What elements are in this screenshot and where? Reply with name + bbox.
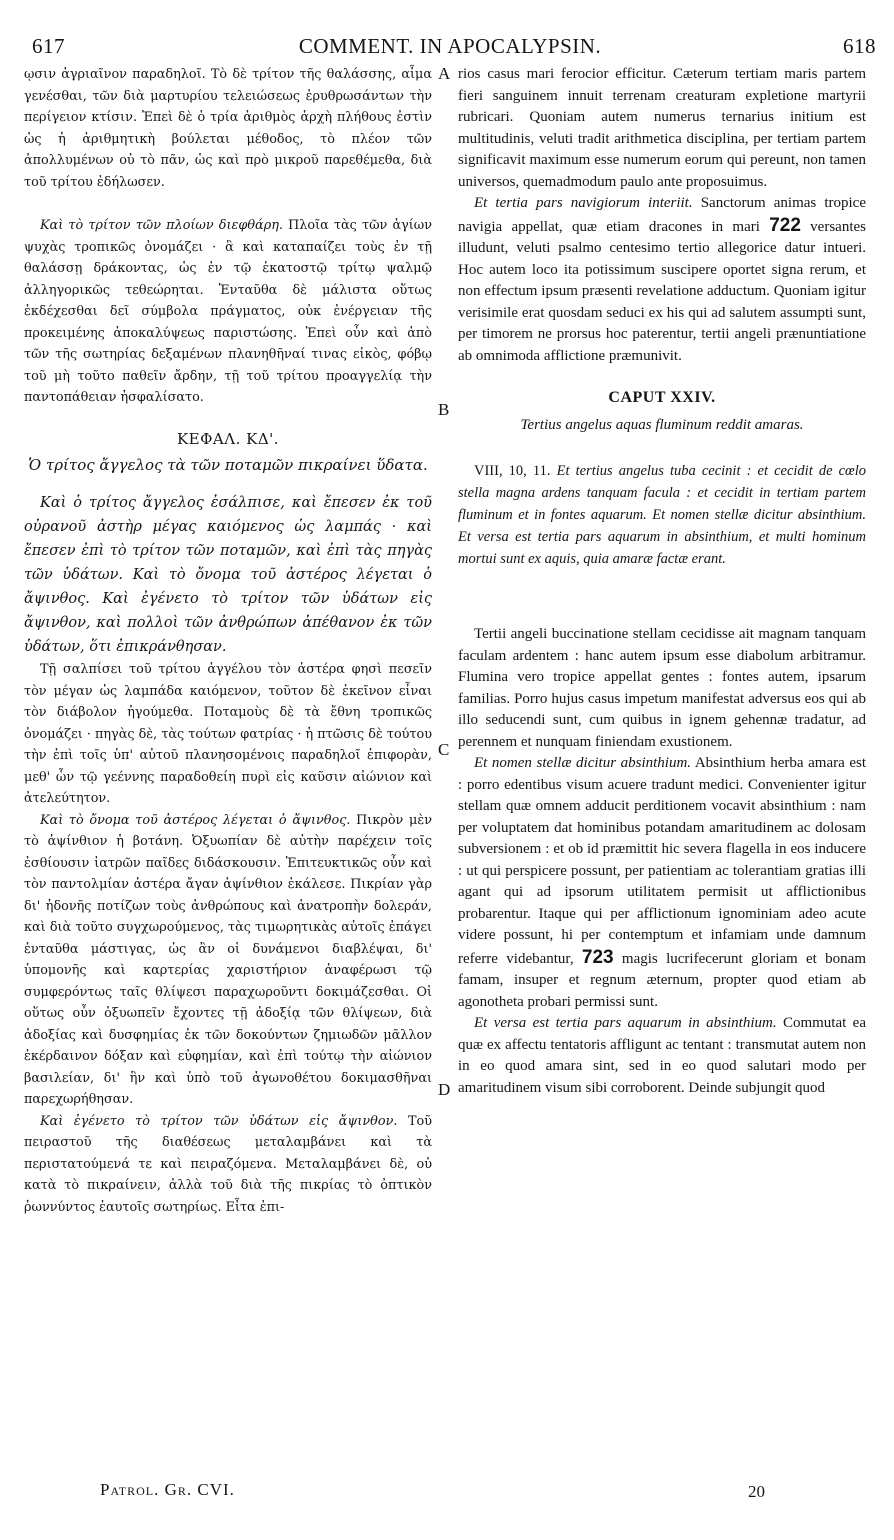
latin-column [458,64,866,1099]
page-number-left: 617 [32,34,65,58]
greek-chapter-subtitle: Ὁ τρίτος ἄγγελος τὰ τῶν ποταμῶν πικραίνει ὕδατα. [28,456,428,474]
latin-paragraph-5-text: Commutat ea quæ ex affectu tentatoris affligunt ac tentant : transmutat autem non in eo quod amara sint, sed in eo quod salutari modo per amaritudinem visum sibi corroborent. Deinde subjungit quod [458,1015,866,1096]
latin-paragraph-2 [458,193,866,367]
running-title: COMMENT. IN APOCALYPSIN. [298,34,602,58]
latin-lemma-ships: Et tertia pars navigiorum interiit. [474,195,693,211]
verse-reference: VIII, 10, 11. [474,463,551,479]
footer-series-label: Patrol. Gr. CVI. [100,1480,235,1499]
latin-chapter-subtitle: Tertius angelus aquas fluminum reddit amaras. [520,416,804,433]
greek-paragraph-2 [24,215,432,409]
latin-paragraph-3: Tertii angeli buccinatione stellam cecidisse ait magnam tanquam faculam ardentem : hanc autem ipsum esse diabolum arbitramur. Flumina vero tropice appellat gentes : fontes autem, ipsarum familias. Porro hujus casus impetum manifestat adversus eos qui ab illo seducendi sunt, cum quibus in ignem gehennæ tradatur, ad perennem et nunquam finiendam exustionem. [458,626,866,750]
greek-column [24,64,432,1218]
section-marker-d: D [438,1080,451,1099]
greek-verse-lemma: Καὶ ὁ τρίτος ἄγγελος ἐσάλπισε, καὶ ἔπεσεν ἐκ τοῦ οὐρανοῦ ἀστὴρ μέγας καιόμενος ὡς λαμπάς · καὶ ἔπεσεν ἐπὶ τὸ τρίτον τῶν ποταμῶν, καὶ ἐπὶ τὰς πηγὰς τῶν ὑδάτων. Καὶ τὸ ὄνομα τοῦ ἀστέρος λέγεται ὁ ἄψινθος. Καὶ ἐγένετο τὸ τρίτον τῶν ὑδάτων εἰς ἄψινθον, καὶ πολλοὶ τῶν ἀνθρώπων ἀπέθανον ἐκ τῶν ὑδάτων, ὅτι ἐπικράνθησαν. [24,495,432,655]
latin-paragraph-1: rios casus mari ferocior efficitur. Cæterum tertiam maris partem fieri sanguinem innuit terrenam creaturam expletione martyrii rubricari. Quoniam autem numerus ternarius initium est multitudinis, veluti tradit arithmetica disciplina, per tertiam partem significavit maximum esse numerum eorum qui pereunt, non tamen universos, quemadmodum paulo ante proposuimus. [458,66,866,190]
latin-lemma-waters: Et versa est tertia pars aquarum in absinthium. [474,1015,777,1031]
latin-paragraph-2-text-b: versantes illudunt, veluti psalmo centesimo tertio allegorice datur intueri. Hoc autem loco ita potissimum suscipere oportet signa rerum, et non effectum ipsum præsenti revelatione adductum. Quoniam igitur verisimile erat quosdam seduci ex his qui ad salutem assumpti sunt, per timorem ne prorsus hoc paterentur, tertii angeli prænuntiatione ab omnimoda afflictione præmunivit. [458,218,866,364]
column-number-722: 722 [769,214,801,236]
latin-paragraph-4-text-b: magis lucrifecerunt gloriam et bonam famam, insuper et regnum æternum, propter quod etiam ab agonotheta probari permissi sunt. [458,950,866,1010]
section-marker-b: B [438,400,450,419]
latin-paragraph-4 [458,753,866,1013]
greek-paragraph-4 [24,810,432,1111]
page-header [24,34,876,64]
column-number-723: 723 [581,946,614,968]
greek-paragraph-2-text: Πλοῖα τὰς τῶν ἁγίων ψυχὰς τροπικῶς ὀνομάζει · ἃ καὶ καταπαίζει τοὺς ἐν τῇ θαλάσσῃ δράκοντας, ὡς ἐν τῷ ἑκατοστῷ τρίτῳ ψαλμῷ ἀλληγορικῶς τεθεώρηται. Ἐνταῦθα δὲ μάλιστα οὕτως ἐκδέχεσθαι δεῖ σύμβολα πράγματος, οὐκ ἐνέργειαν τῆς προκειμένης ἀποκαλύψεως παριστώσης. Ἐπεὶ οὖν καὶ ἀπὸ τῶν τῆς σωτηρίας δεξαμένων πλανηθῆναί τινας εἰκὸς, φόβῳ τοῦ μὴ τοῦτο παθεῖν ἄρδην, τῇ τοῦ τρίτου προαγγελίᾳ τὴν παντοπάθειαν ἠσφαλίσατο. [24,218,433,405]
section-marker-c: C [438,740,450,759]
latin-chapter-heading: CAPUT XXIV. [608,389,716,406]
greek-paragraph-5-text: Τοῦ πειραστοῦ τῆς διαθέσεως μεταλαμβάνει καὶ τὰ περιστατούμενά τε καὶ πειραζόμενα. Μεταλαμβάνει δὲ, οὐ κατὰ τὸ πικραίνειν, ἀλλὰ τοῦ διὰ τῆς πικρίας τὸ ὀπτικὸν ῥωννύντος ἑαυτοῖς σωτηρίως. Εἶτα ἐπι- [24,1113,433,1215]
latin-paragraph-4-text-a: Absinthium herba amara est : porro edentibus visum acuere tradunt medici. Convenienter igitur stellam quæ omnem adducit perditionem vocavit absinthium : nam per voluptatem dat hominibus potandam amaritudinem ac dolosam subversionem : et ob id præmittit hic severa flagella in eos inducere : ut qui perspicere possunt, per patientiam ac tolerantiam gratias illi agant qui ad ipsorum utilitatem permisit ut afflictionibus probarentur. Itaque qui per afflictionum ignominiam adeo acute videre possunt, hi per contemptum et infamiam unde damnum referre videbantur, [458,755,866,967]
latin-verse-lemma [458,460,866,570]
latin-paragraph-2-text-a: Sanctorum animas tropice navigia appellat, quæ etiam dracones in mari [458,195,866,235]
greek-paragraph-1: ῳσιν ἀγριαῖνον παραδηλοῖ. Τὸ δὲ τρίτον τῆς θαλάσσης, αἷμα γενέσθαι, τῶν διὰ μαρτυρίου τελειώσεως ἐρυθρωσάντων τὴν περίγειον κτίσιν. Ἐπεὶ δὲ ὁ τρία ἀριθμὸς ἀρχὴ πλήθους ἐστὶν ὡς ἡ ἀριθμητικὴ βούλεται μέθοδος, τὸ πλέον τῶν ἀπολλυμένων οὐ τὸ πᾶν, ὡς καὶ πρὸ μικροῦ παρεθέμεθα, διὰ τοῦ τρίτου ἐδήλωσεν. [24,67,432,190]
greek-lemma-star-name: Καὶ τὸ ὄνομα τοῦ ἀστέρος λέγεται ὁ ἄψινθος. [40,812,351,828]
greek-paragraph-3: Τῇ σαλπίσει τοῦ τρίτου ἀγγέλου τὸν ἀστέρα φησὶ πεσεῖν τὸν μέγαν ὡς λαμπάδα καιόμενον, τοῦτον δὲ ἐκεῖνον εἶναι τὸν διάβολον ἡγούμεθα. Ποταμοὺς δὲ τὰ ἔθνη τροπικῶς ὀνομάζει · πηγὰς δὲ, τὰς τούτων φατρίας · ἡ πτῶσις δὲ τούτου τὴν ἐπὶ τοῖς ὑπ' αὐτοῦ πλανησομένοις παραδηλοῖ ἐπιφορὰν, μεθ' ὧν τῷ γεέννης παραδοθείη πυρὶ εἰς καῦσιν αἰώνιον καὶ ἀτελεύτητον. [24,662,432,806]
latin-verse-lemma-text: Et tertius angelus tuba cecinit : et cecidit de cœlo stella magna ardens tanquam facula : et cecidit in tertiam partem fluminum et in fontes aquarum. Et nomen stellæ dicitur absinthium. Et versa est tertia pars aquarum in absinthium, et multi hominum mortui sunt ex aquis, quia amaræ factæ erant. [458,463,866,567]
greek-lemma-ships: Καὶ τὸ τρίτον τῶν πλοίων διεφθάρη. [40,218,283,233]
greek-chapter-heading: ΚΕΦΑΛ. ΚΔ'. [176,429,280,448]
greek-paragraph-5 [24,1111,432,1219]
section-marker-a: A [438,64,451,83]
latin-lemma-star-name: Et nomen stellæ dicitur absinthium. [474,755,692,771]
footer-signature-number: 20 [748,1482,765,1501]
greek-paragraph-4-text: Πικρὸν μὲν τὸ ἀψίνθιον ἡ βοτάνη. Ὀξυωπίαν δὲ αὐτὴν παρέχειν τοῖς ἐσθίουσιν ἰατρῶν παῖδες διδάσκουσιν. Ἐπιτευκτικῶς οὖν καὶ τὸν παντολμίαν ἀστέρα ἄγαν ἀψίνθιον ἐκάλεσε. Πικρίαν γὰρ δι' ἡδονῆς ποτίζων τοὺς ἀνθρώπους καὶ ἀνατροπὴν δολεράν, καὶ διὰ τοῦτο συγχωρούμενος, τὰς τιμωρητικὰς αὐτοῖς ἐπάγει ἐνταῦθα μάστιγας, ὡς ἂν οἱ δυνάμενοι διαβλέψαι, δι' ὑπομονῆς καὶ καρτερίας χαριστήριον ἀναφέρωσι τῷ συμφερόντως ταῖς θλίψεσι παραχωροῦντι δοκιμάζεσθαι. Οἱ οὕτως οὖν ὀξυωπεῖν ἔχοντες τῇ ἀδοξίᾳ τῶν θλίψεων, διὰ ἀδοξίας καὶ δυσφημίας ἐκ τῶν δοκούντων ζημιωδῶν μᾶλλον ἐκέρδαινον δόξαν καὶ εὐφημίαν, καὶ ἐπὶ τούτῳ τὴν αἰώνιον βασιλείαν, δι' ἣν καὶ ὑπὸ τοῦ ἀγωνοθέτου δοκιμασθῆναι παρεχωρήθησαν. [24,812,432,1107]
page-number-right: 618 [843,34,876,58]
greek-lemma-waters: Καὶ ἐγένετο τὸ τρίτον τῶν ὑδάτων εἰς ἄψινθον. [40,1113,398,1129]
latin-paragraph-5 [458,1013,866,1099]
